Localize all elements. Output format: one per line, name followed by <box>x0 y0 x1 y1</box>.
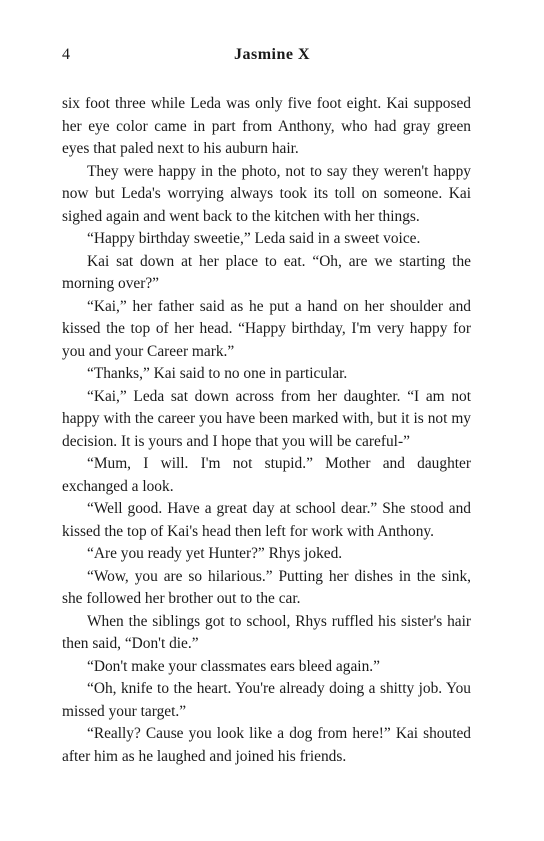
paragraph: six foot three while Leda was only five foot eight. Kai supposed her eye color came in part from Anthony, who had gray green eyes that paled next to his auburn hair. <box>62 95 471 157</box>
paragraph: “Oh, knife to the heart. You're already doing a shitty job. You missed your target.” <box>62 680 471 720</box>
paragraph: “Wow, you are so hilarious.” Putting her dishes in the sink, she followed her brother out to the car. <box>62 567 471 607</box>
running-head-author: Jasmine X <box>233 46 311 63</box>
paragraph: “Kai,” Leda sat down across from her daughter. “I am not happy with the career you have been marked with, but it is not my decision. It is yours and I hope that you will be careful-” <box>62 387 471 450</box>
paragraph: “Kai,” her father said as he put a hand on her shoulder and kissed the top of her head. “Happy birthday, I'm very happy for you and your Career mark.” <box>62 297 471 360</box>
paragraph: When the siblings got to school, Rhys ruffled his sister's hair then said, “Don't die.” <box>62 612 471 652</box>
page-number: 4 <box>62 46 70 63</box>
body-text <box>62 93 471 768</box>
paragraph: “Really? Cause you look like a dog from here!” Kai shouted after him as he laughed and joined his friends. <box>62 725 471 765</box>
page-header <box>62 46 482 68</box>
paragraph: “Are you ready yet Hunter?” Rhys joked. <box>87 545 343 562</box>
paragraph: “Don't make your classmates ears bleed again.” <box>87 657 380 675</box>
paragraph: They were happy in the photo, not to say they weren't happy now but Leda's worrying always took its toll on someone. Kai sighed again and went back to the kitchen with her things. <box>62 162 471 225</box>
paragraph: “Well good. Have a great day at school dear.” She stood and kissed the top of Kai's head then left for work with Anthony. <box>62 500 471 540</box>
paragraph: Kai sat down at her place to eat. “Oh, are we starting the morning over?” <box>62 252 471 292</box>
paragraph: “Mum, I will. I'm not stupid.” Mother and daughter exchanged a look. <box>62 455 471 495</box>
paragraph: “Happy birthday sweetie,” Leda said in a sweet voice. <box>87 230 421 247</box>
paragraph: “Thanks,” Kai said to no one in particular. <box>87 365 348 382</box>
